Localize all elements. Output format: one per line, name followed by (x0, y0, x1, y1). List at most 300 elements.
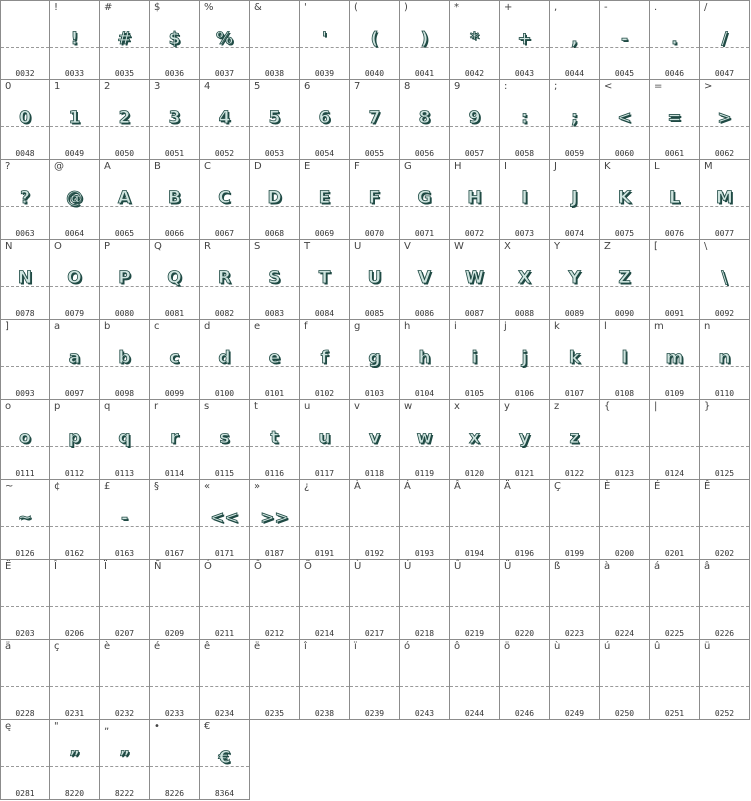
glyph-cell[interactable] (100, 640, 150, 720)
character-code: 0106 (514, 389, 535, 398)
glyph-cell[interactable] (400, 480, 450, 560)
glyph-cell[interactable] (350, 400, 400, 480)
baseline-guide (300, 686, 349, 687)
glyph-cell[interactable] (600, 640, 650, 720)
baseline-guide (600, 446, 649, 447)
character-label: ç (54, 641, 60, 652)
baseline-guide (1, 47, 49, 48)
glyph-cell[interactable] (300, 240, 350, 320)
character-code: 0067 (214, 229, 235, 238)
glyph-cell[interactable] (0, 240, 50, 320)
character-code: 0064 (64, 229, 85, 238)
character-label: d (204, 321, 211, 332)
character-label: Á (404, 481, 411, 492)
glyph-cell[interactable] (250, 560, 300, 640)
glyph-cell[interactable] (400, 640, 450, 720)
glyph-cell[interactable] (250, 400, 300, 480)
glyph-cell[interactable] (0, 720, 50, 800)
baseline-guide (650, 686, 699, 687)
glyph-cell[interactable] (650, 480, 700, 560)
glyph-cell[interactable] (700, 0, 750, 80)
character-code: 0249 (564, 709, 585, 718)
character-label: Â (454, 481, 461, 492)
character-label: % (204, 2, 214, 13)
glyph-cell[interactable] (0, 400, 50, 480)
glyph-cell[interactable] (0, 320, 50, 400)
character-code: 0123 (614, 469, 635, 478)
glyph-cell[interactable] (600, 560, 650, 640)
glyph-cell[interactable] (700, 240, 750, 320)
glyph-cell[interactable] (50, 480, 100, 560)
character-code: 0218 (414, 629, 435, 638)
glyph-cell[interactable] (650, 80, 700, 160)
glyph-cell[interactable] (500, 400, 550, 480)
character-label: € (204, 721, 211, 732)
character-label: m (654, 321, 664, 332)
character-code: 0224 (614, 629, 635, 638)
glyph-preview: H (467, 188, 482, 208)
character-label: À (354, 481, 361, 492)
character-code: 0196 (514, 549, 535, 558)
character-code: 0111 (15, 469, 35, 478)
glyph-cell[interactable] (300, 0, 350, 80)
glyph-cell[interactable] (600, 320, 650, 400)
character-label: é (154, 641, 161, 652)
character-label: w (404, 401, 413, 412)
glyph-cell[interactable] (150, 240, 200, 320)
glyph-preview: 9 (468, 108, 481, 128)
glyph-cell[interactable] (400, 560, 450, 640)
character-code: 0192 (364, 549, 385, 558)
character-label: V (404, 241, 411, 252)
glyph-cell[interactable] (550, 640, 600, 720)
glyph-cell[interactable] (300, 640, 350, 720)
glyph-cell[interactable] (600, 240, 650, 320)
glyph-cell[interactable] (600, 80, 650, 160)
glyph-preview: Z (618, 268, 631, 288)
glyph-cell[interactable] (550, 400, 600, 480)
glyph-cell[interactable] (600, 400, 650, 480)
glyph-preview: c (169, 348, 180, 368)
glyph-cell[interactable] (150, 80, 200, 160)
glyph-cell[interactable] (600, 0, 650, 80)
glyph-preview: C (218, 188, 231, 208)
glyph-preview: j (521, 348, 528, 368)
character-code: 0171 (214, 549, 235, 558)
glyph-cell[interactable] (700, 160, 750, 240)
glyph-preview: h (418, 348, 431, 368)
glyph-preview: M (716, 188, 733, 208)
character-label: A (104, 161, 111, 172)
character-code: 0281 (15, 789, 35, 798)
glyph-cell[interactable] (500, 640, 550, 720)
glyph-preview: O (67, 268, 82, 288)
glyph-cell[interactable] (650, 0, 700, 80)
character-code: 0082 (214, 309, 235, 318)
character-code: 0043 (514, 69, 535, 78)
glyph-cell[interactable] (650, 560, 700, 640)
glyph-cell[interactable] (500, 80, 550, 160)
character-code: 0032 (15, 69, 35, 78)
glyph-preview: $ (168, 29, 181, 49)
character-label: Ñ (154, 561, 162, 572)
glyph-cell[interactable] (200, 80, 250, 160)
glyph-cell[interactable] (550, 480, 600, 560)
character-label: ? (5, 161, 11, 172)
glyph-cell[interactable] (550, 240, 600, 320)
character-label: 8 (404, 81, 411, 92)
glyph-cell[interactable] (450, 160, 500, 240)
character-code: 0081 (164, 309, 185, 318)
glyph-preview: / (721, 29, 728, 49)
character-label: t (254, 401, 258, 412)
glyph-cell[interactable] (250, 640, 300, 720)
character-label: Ç (554, 481, 561, 492)
character-label: W (454, 241, 464, 252)
character-code: 0113 (114, 469, 135, 478)
character-label: - (604, 2, 608, 13)
character-label: & (254, 2, 262, 13)
glyph-preview: % (215, 29, 234, 49)
glyph-cell[interactable] (100, 480, 150, 560)
character-code: 0231 (64, 709, 85, 718)
glyph-preview: 1 (68, 108, 81, 128)
glyph-cell[interactable] (100, 240, 150, 320)
glyph-preview: ; (571, 108, 578, 128)
glyph-preview: ” (118, 748, 131, 768)
baseline-guide (1, 606, 49, 607)
glyph-cell[interactable] (400, 80, 450, 160)
glyph-cell[interactable] (200, 640, 250, 720)
glyph-cell[interactable] (450, 400, 500, 480)
glyph-preview: N (17, 268, 33, 288)
glyph-cell[interactable] (200, 240, 250, 320)
character-code: 0089 (564, 309, 585, 318)
character-code: 0167 (164, 549, 185, 558)
character-label: | (654, 401, 658, 412)
character-code: 0100 (214, 389, 235, 398)
glyph-preview: o (19, 428, 31, 448)
glyph-cell[interactable] (350, 320, 400, 400)
glyph-cell[interactable] (450, 640, 500, 720)
character-label: ù (554, 641, 561, 652)
baseline-guide (150, 766, 199, 767)
character-label: R (204, 241, 211, 252)
glyph-cell[interactable] (600, 160, 650, 240)
character-code: 0037 (214, 69, 235, 78)
glyph-cell[interactable] (150, 0, 200, 80)
character-label: h (404, 321, 411, 332)
glyph-cell[interactable] (400, 400, 450, 480)
character-label: 3 (154, 81, 161, 92)
glyph-cell[interactable] (400, 240, 450, 320)
character-label: v (354, 401, 360, 412)
character-label: ( (354, 2, 358, 13)
glyph-cell[interactable] (200, 160, 250, 240)
character-label: T (304, 241, 311, 252)
character-label: H (454, 161, 462, 172)
glyph-cell[interactable] (50, 320, 100, 400)
character-code: 0125 (714, 469, 735, 478)
glyph-preview: k (568, 348, 581, 368)
glyph-cell[interactable] (100, 560, 150, 640)
glyph-cell[interactable] (500, 0, 550, 80)
baseline-guide (250, 606, 299, 607)
glyph-cell[interactable] (700, 560, 750, 640)
glyph-cell[interactable] (700, 320, 750, 400)
glyph-preview: S (268, 268, 281, 288)
glyph-cell[interactable] (650, 640, 700, 720)
character-code: 0076 (664, 229, 685, 238)
character-code: 0044 (564, 69, 585, 78)
glyph-cell[interactable] (700, 80, 750, 160)
glyph-preview: e (268, 348, 281, 368)
baseline-guide (550, 526, 599, 527)
glyph-cell[interactable] (450, 80, 500, 160)
character-code: 0116 (264, 469, 285, 478)
character-code: 0214 (314, 629, 335, 638)
character-label: 4 (204, 81, 211, 92)
glyph-cell[interactable] (350, 240, 400, 320)
glyph-cell[interactable] (550, 160, 600, 240)
character-label: k (554, 321, 560, 332)
character-label: I (504, 161, 507, 172)
character-code: 0220 (514, 629, 535, 638)
character-code: 0250 (614, 709, 635, 718)
glyph-cell[interactable] (350, 640, 400, 720)
glyph-preview: I (521, 188, 528, 208)
glyph-cell[interactable] (350, 0, 400, 80)
glyph-cell[interactable] (0, 640, 50, 720)
glyph-preview: € (218, 748, 231, 768)
character-label: M (704, 161, 713, 172)
glyph-preview: t (270, 428, 279, 448)
character-label: « (204, 481, 211, 492)
character-code: 0235 (264, 709, 285, 718)
character-code: 0033 (64, 69, 85, 78)
character-code: 0225 (664, 629, 685, 638)
glyph-cell[interactable] (500, 560, 550, 640)
character-label: 5 (254, 81, 261, 92)
glyph-cell[interactable] (450, 560, 500, 640)
character-label: u (304, 401, 311, 412)
baseline-guide (100, 686, 149, 687)
glyph-preview: f (320, 348, 329, 368)
glyph-preview: F (368, 188, 381, 208)
character-code: 0234 (214, 709, 235, 718)
character-label: E (304, 161, 311, 172)
character-code: 0200 (614, 549, 635, 558)
glyph-cell[interactable] (500, 160, 550, 240)
character-code: 0206 (64, 629, 85, 638)
glyph-cell[interactable] (300, 560, 350, 640)
glyph-preview: \ (721, 268, 728, 288)
character-label: ~ (5, 481, 14, 492)
glyph-cell[interactable] (50, 720, 100, 800)
glyph-cell[interactable] (150, 160, 200, 240)
glyph-cell[interactable] (250, 240, 300, 320)
glyph-cell[interactable] (150, 400, 200, 480)
glyph-cell[interactable] (400, 0, 450, 80)
glyph-cell[interactable] (700, 480, 750, 560)
glyph-cell[interactable] (100, 320, 150, 400)
baseline-guide (350, 686, 399, 687)
glyph-cell[interactable] (50, 560, 100, 640)
character-label: à (604, 561, 611, 572)
glyph-cell[interactable] (200, 480, 250, 560)
glyph-cell[interactable] (200, 560, 250, 640)
character-label: $ (154, 2, 161, 13)
character-label: X (504, 241, 511, 252)
glyph-cell[interactable] (250, 160, 300, 240)
glyph-cell[interactable] (550, 560, 600, 640)
baseline-guide (350, 606, 399, 607)
glyph-cell[interactable] (0, 160, 50, 240)
glyph-cell[interactable] (200, 400, 250, 480)
glyph-cell[interactable] (50, 0, 100, 80)
glyph-cell[interactable] (100, 0, 150, 80)
glyph-preview: 5 (268, 108, 281, 128)
glyph-cell[interactable] (0, 480, 50, 560)
glyph-cell[interactable] (100, 80, 150, 160)
glyph-cell[interactable] (600, 480, 650, 560)
baseline-guide (650, 606, 699, 607)
character-label: g (354, 321, 361, 332)
glyph-cell[interactable] (150, 480, 200, 560)
glyph-cell[interactable] (250, 480, 300, 560)
glyph-preview: : (521, 108, 528, 128)
glyph-preview: * (470, 29, 479, 49)
glyph-cell[interactable] (450, 240, 500, 320)
glyph-cell[interactable] (450, 0, 500, 80)
glyph-cell[interactable] (300, 160, 350, 240)
glyph-cell[interactable] (50, 160, 100, 240)
glyph-cell[interactable] (500, 320, 550, 400)
glyph-preview: # (117, 29, 132, 49)
glyph-cell[interactable] (500, 480, 550, 560)
glyph-cell[interactable] (300, 320, 350, 400)
baseline-guide (50, 526, 99, 527)
glyph-preview: 2 (118, 108, 131, 128)
glyph-cell[interactable] (300, 400, 350, 480)
character-code: 0056 (414, 149, 435, 158)
baseline-guide (500, 526, 549, 527)
glyph-cell[interactable] (350, 560, 400, 640)
character-label: P (104, 241, 111, 252)
glyph-cell[interactable] (350, 480, 400, 560)
glyph-cell[interactable] (650, 400, 700, 480)
glyph-cell[interactable] (200, 0, 250, 80)
character-code: 0038 (264, 69, 285, 78)
character-code: 0119 (414, 469, 435, 478)
glyph-cell[interactable] (450, 480, 500, 560)
glyph-preview: ( (370, 29, 379, 49)
character-code: 0072 (464, 229, 485, 238)
glyph-cell[interactable] (0, 560, 50, 640)
baseline-guide (400, 686, 449, 687)
glyph-cell[interactable] (150, 720, 200, 800)
character-code: 0098 (114, 389, 135, 398)
glyph-cell[interactable] (250, 320, 300, 400)
glyph-preview: >> (260, 508, 289, 528)
character-label: ë (254, 641, 261, 652)
character-label: ü (704, 641, 711, 652)
character-label: ï (354, 641, 357, 652)
character-code: 0112 (64, 469, 85, 478)
glyph-cell[interactable] (250, 80, 300, 160)
glyph-cell[interactable] (200, 720, 250, 800)
glyph-cell[interactable] (150, 320, 200, 400)
glyph-cell[interactable] (0, 0, 50, 80)
character-code: 8364 (214, 789, 235, 798)
glyph-cell[interactable] (100, 160, 150, 240)
baseline-guide (200, 686, 249, 687)
glyph-preview: X (517, 268, 532, 288)
character-code: 0109 (664, 389, 685, 398)
glyph-preview: n (718, 348, 731, 368)
glyph-cell[interactable] (550, 80, 600, 160)
glyph-cell[interactable] (450, 320, 500, 400)
glyph-cell[interactable] (650, 160, 700, 240)
glyph-cell[interactable] (400, 160, 450, 240)
character-label: N (5, 241, 13, 252)
glyph-cell[interactable] (700, 640, 750, 720)
glyph-cell[interactable] (400, 320, 450, 400)
character-code: 8222 (114, 789, 135, 798)
glyph-preview: l (621, 348, 628, 368)
glyph-cell[interactable] (200, 320, 250, 400)
character-code: 0092 (714, 309, 735, 318)
glyph-preview: W (465, 268, 484, 288)
character-code: 0085 (364, 309, 385, 318)
glyph-cell[interactable] (700, 400, 750, 480)
character-code: 0212 (264, 629, 285, 638)
character-label: [ (654, 241, 658, 252)
glyph-cell[interactable] (350, 80, 400, 160)
character-label: z (554, 401, 560, 412)
character-code: 0122 (564, 469, 585, 478)
glyph-cell[interactable] (500, 240, 550, 320)
character-label: „ (104, 721, 110, 732)
glyph-cell[interactable] (50, 640, 100, 720)
glyph-cell[interactable] (50, 240, 100, 320)
glyph-cell[interactable] (50, 400, 100, 480)
glyph-cell[interactable] (100, 720, 150, 800)
character-code: 0065 (114, 229, 135, 238)
glyph-preview: G (417, 188, 432, 208)
glyph-cell[interactable] (100, 400, 150, 480)
character-code: 0228 (15, 709, 35, 718)
glyph-cell[interactable] (550, 320, 600, 400)
glyph-cell[interactable] (300, 80, 350, 160)
glyph-cell[interactable] (50, 80, 100, 160)
character-label: ! (54, 2, 59, 13)
character-code: 0103 (364, 389, 385, 398)
character-label: Ó (204, 561, 212, 572)
glyph-cell[interactable] (150, 560, 200, 640)
glyph-cell[interactable] (350, 160, 400, 240)
glyph-cell[interactable] (650, 240, 700, 320)
character-code: 0058 (514, 149, 535, 158)
glyph-cell[interactable] (550, 0, 600, 80)
glyph-cell[interactable] (300, 480, 350, 560)
glyph-cell[interactable] (150, 640, 200, 720)
baseline-guide (550, 606, 599, 607)
baseline-guide (50, 686, 99, 687)
glyph-cell[interactable] (0, 80, 50, 160)
glyph-cell[interactable] (650, 320, 700, 400)
glyph-cell[interactable] (250, 0, 300, 80)
